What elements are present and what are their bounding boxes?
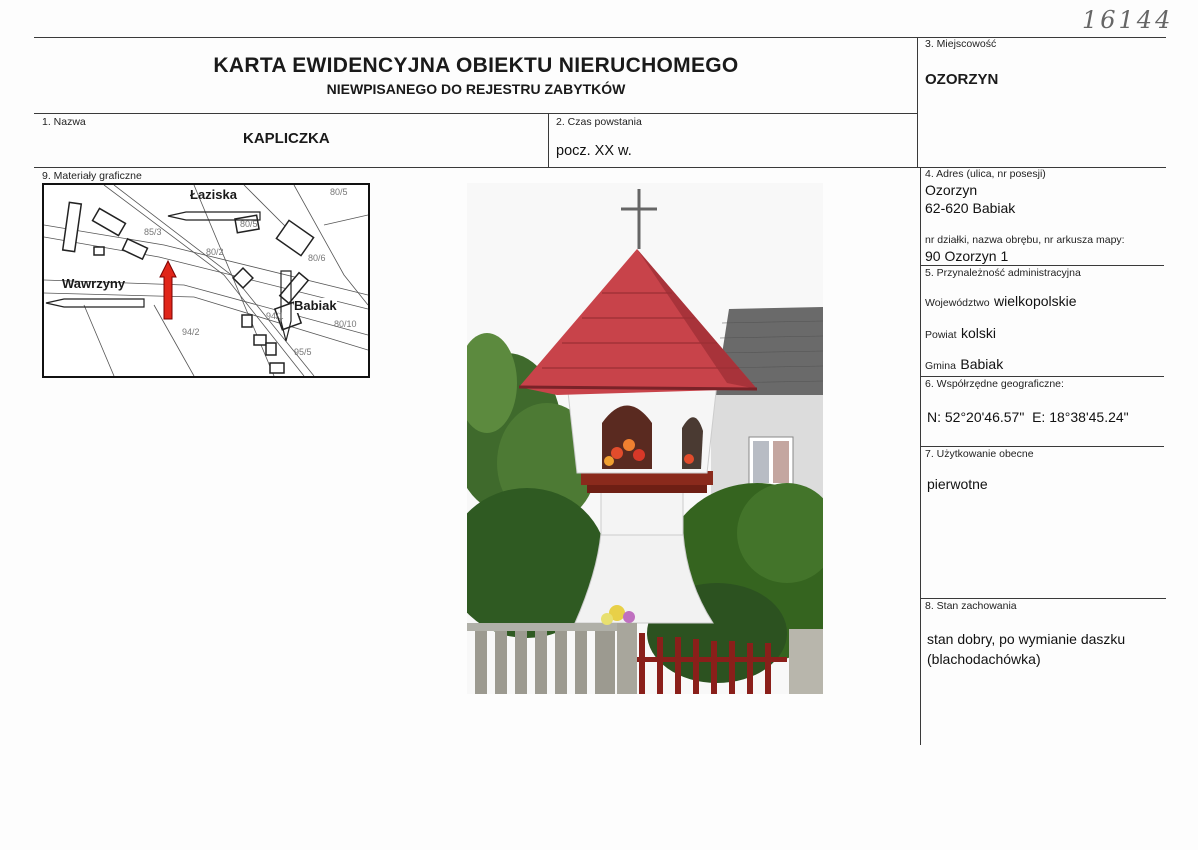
map-label-babiak: Babiak xyxy=(294,298,337,313)
name-label: 1. Nazwa xyxy=(42,116,86,128)
parcel-label: nr działki, nazwa obrębu, nr arkusza mapy: xyxy=(925,234,1125,246)
parcel-85-3: 85/3 xyxy=(144,227,162,237)
county-value: kolski xyxy=(960,325,996,341)
name-time-divider xyxy=(548,113,549,167)
creation-time-value: pocz. XX w. xyxy=(556,143,632,159)
address-line1: Ozorzyn xyxy=(925,182,978,198)
coordinates-label: 6. Współrzędne geograficzne: xyxy=(925,378,1064,390)
card-title: KARTA EWIDENCYJNA OBIEKTU NIERUCHOMEGO xyxy=(213,54,739,77)
rule-5 xyxy=(920,265,1164,266)
condition-line1: stan dobry, po wymianie daszku xyxy=(927,631,1126,647)
commune-value: Babiak xyxy=(960,356,1004,372)
registry-number: 16144 xyxy=(1082,6,1174,34)
county-label: Powiat xyxy=(925,329,957,341)
house xyxy=(711,307,823,505)
parcel-80-10: 80/10 xyxy=(334,319,357,329)
administrative-label: 5. Przynależność administracyjna xyxy=(925,267,1081,279)
parcel-94-2: 94/2 xyxy=(182,327,200,337)
parcel-94-1: 94/1 xyxy=(266,311,284,321)
voivodeship-value: wielkopolskie xyxy=(994,293,1077,309)
current-use-label: 7. Użytkowanie obecne xyxy=(925,448,1034,460)
chapel-photo-drawing xyxy=(467,183,823,694)
parcel-value: 90 Ozorzyn 1 xyxy=(925,248,1009,264)
condition-line2: (blachodachówka) xyxy=(927,651,1041,667)
parcel-80-5: 80/5 xyxy=(330,187,348,197)
map-label-laziska: Łaziska xyxy=(190,187,237,202)
header-bottom-rule xyxy=(34,113,918,114)
address-line2: 62-620 Babiak xyxy=(925,200,1016,216)
name-value: KAPLICZKA xyxy=(243,130,330,147)
card-subtitle: NIEWPISANEGO DO REJESTRU ZABYTKÓW xyxy=(326,81,626,97)
county-row xyxy=(925,325,996,343)
current-use-value: pierwotne xyxy=(927,476,988,492)
right-column-divider xyxy=(920,167,921,745)
commune-label: Gmina xyxy=(925,360,956,372)
locality-label: 3. Miejscowość xyxy=(925,38,997,50)
map-label-wawrzyny: Wawrzyny xyxy=(62,276,126,291)
creation-time-label: 2. Czas powstania xyxy=(556,116,642,128)
condition-label: 8. Stan zachowania xyxy=(925,600,1017,612)
voivodeship-label: Województwo xyxy=(925,297,990,309)
address-label: 4. Adres (ulica, nr posesji) xyxy=(925,168,1046,180)
coordinates-value: N: 52°20'46.57" E: 18°38'45.24" xyxy=(927,409,1129,425)
commune-row xyxy=(925,356,1003,374)
parcel-95-5: 95/5 xyxy=(294,347,312,357)
parcel-80-6: 80/6 xyxy=(308,253,326,263)
parcel-80-2: 80/2 xyxy=(206,247,224,257)
voivodeship-row xyxy=(925,293,1077,311)
rule-7 xyxy=(920,446,1164,447)
parcel-80-5b: 80/5 xyxy=(240,219,258,229)
chapel-photo xyxy=(467,183,823,694)
graphics-label: 9. Materiały graficzne xyxy=(42,170,142,182)
rule-6 xyxy=(920,376,1164,377)
locality-value: OZORZYN xyxy=(925,71,999,88)
rule-8 xyxy=(920,598,1166,599)
cadastral-map xyxy=(42,183,370,378)
